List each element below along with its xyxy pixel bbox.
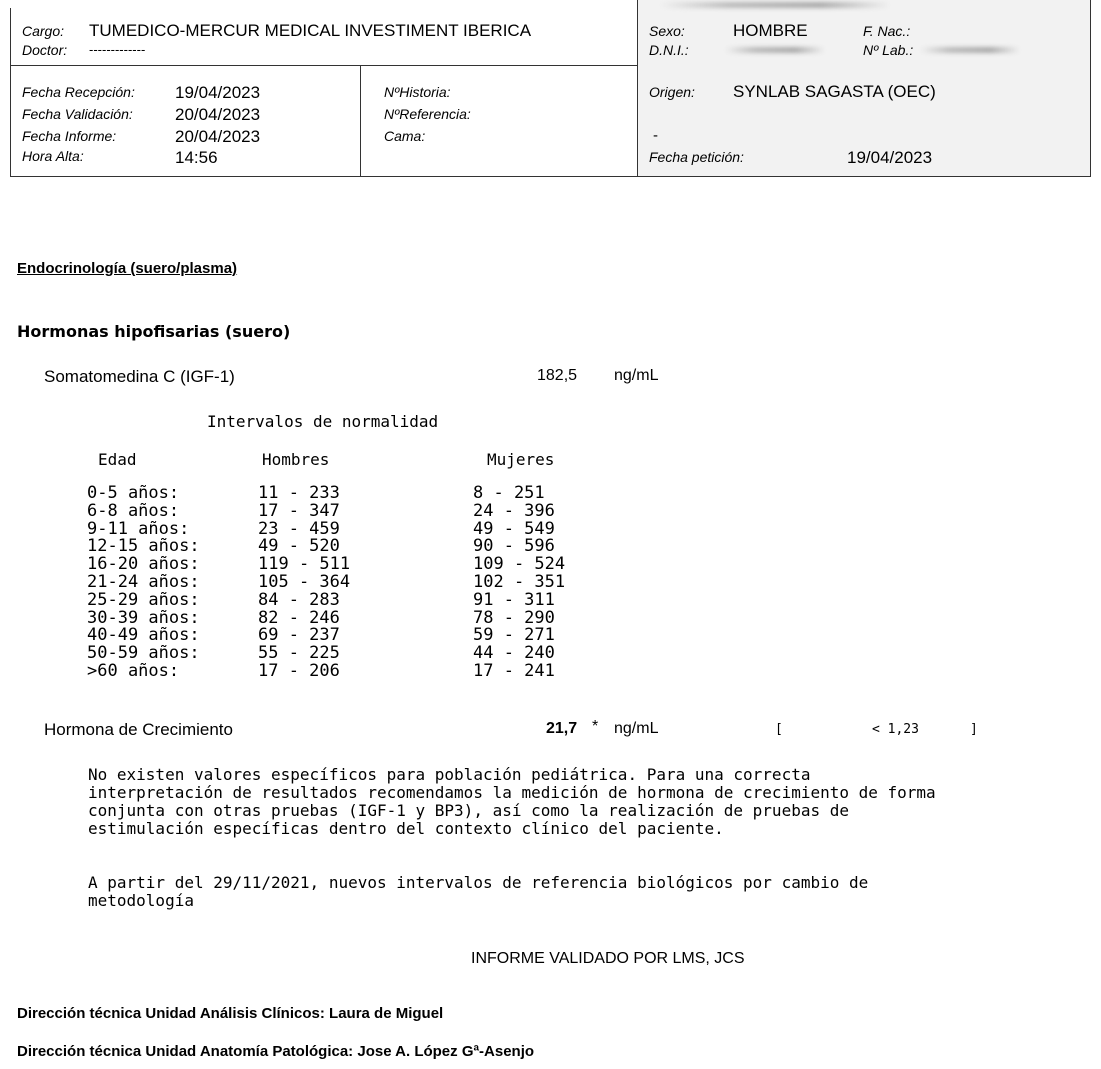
range-age-0: 0-5 años: — [87, 483, 180, 503]
range-age-6: 25-29 años: — [87, 590, 200, 610]
hora-alta-label: Hora Alta: — [22, 148, 84, 164]
range-men-2: 23 - 459 — [258, 519, 340, 539]
test-unit-igf1: ng/mL — [614, 367, 659, 384]
range-age-1: 6-8 años: — [87, 501, 180, 521]
range-men-4: 119 - 511 — [258, 554, 351, 574]
range-women-1: 24 - 396 — [473, 501, 555, 521]
ranges-col-women: Mujeres — [487, 450, 555, 469]
cargo-value: TUMEDICO-MERCUR MEDICAL INVESTIMENT IBERICA — [89, 21, 532, 40]
range-age-2: 9-11 años: — [87, 519, 190, 539]
range-men-3: 49 - 520 — [258, 536, 340, 556]
range-age-9: 50-59 años: — [87, 643, 200, 663]
sexo-label: Sexo: — [649, 23, 685, 39]
test-ref-close-gh: ] — [970, 722, 978, 737]
range-women-3: 90 - 596 — [473, 536, 555, 556]
range-age-3: 12-15 años: — [87, 536, 200, 556]
range-men-1: 17 - 347 — [258, 501, 340, 521]
hora-alta-value: 14:56 — [175, 148, 218, 167]
range-women-7: 78 - 290 — [473, 608, 555, 628]
redacted-name — [660, 2, 890, 8]
range-men-6: 84 - 283 — [258, 590, 340, 610]
ranges-col-age: Edad — [98, 450, 137, 469]
range-age-7: 30-39 años: — [87, 608, 200, 628]
range-men-0: 11 - 233 — [258, 483, 340, 503]
test-name-igf1: Somatomedina C (IGF-1) — [44, 367, 235, 386]
direction-lab: Dirección técnica Unidad Análisis Clínicos: Laura de Miguel — [17, 1005, 444, 1022]
fecha-peticion-label: Fecha petición: — [649, 149, 744, 165]
test-ref-value-gh: < 1,23 — [872, 722, 919, 737]
range-men-8: 69 - 237 — [258, 625, 340, 645]
fecha-recepcion-label: Fecha Recepción: — [22, 84, 135, 100]
fnac-label: F. Nac.: — [863, 23, 911, 39]
fecha-informe-label: Fecha Informe: — [22, 128, 117, 144]
redacted-dni — [725, 47, 825, 53]
fecha-recepcion-value: 19/04/2023 — [175, 83, 261, 102]
sexo-value: HOMBRE — [733, 21, 808, 40]
test-unit-gh: ng/mL — [614, 720, 659, 737]
fecha-validacion-value: 20/04/2023 — [175, 105, 261, 124]
doctor-label: Doctor: — [22, 42, 68, 58]
range-age-8: 40-49 años: — [87, 625, 200, 645]
ranges-col-men: Hombres — [262, 450, 330, 469]
dash-value: - — [653, 127, 658, 144]
range-age-10: >60 años: — [87, 661, 180, 681]
direction-path: Dirección técnica Unidad Anatomía Patológica: Jose A. López Gª-Asenjo — [17, 1043, 535, 1060]
range-age-5: 21-24 años: — [87, 572, 200, 592]
origen-value: SYNLAB SAGASTA (OEC) — [733, 82, 936, 101]
note-methodology: A partir del 29/11/2021, nuevos intervalos de referencia biológicos por cambio de metodología — [88, 873, 869, 910]
range-women-0: 8 - 251 — [473, 483, 545, 503]
origen-label: Origen: — [649, 84, 695, 100]
range-women-6: 91 - 311 — [473, 590, 555, 610]
cargo-label: Cargo: — [22, 23, 65, 39]
test-value-gh: 21,7 — [546, 720, 578, 737]
section-subtitle: Hormonas hipofisarias (suero) — [17, 322, 291, 341]
range-women-5: 102 - 351 — [473, 572, 566, 592]
doctor-value: ------------- — [89, 42, 146, 57]
range-men-10: 17 - 206 — [258, 661, 340, 681]
range-women-8: 59 - 271 — [473, 625, 555, 645]
test-flag-gh: * — [592, 718, 599, 735]
range-men-7: 82 - 246 — [258, 608, 340, 628]
referencia-label: NºReferencia: — [384, 106, 471, 122]
fecha-informe-value: 20/04/2023 — [175, 127, 261, 146]
ranges-title: Intervalos de normalidad — [207, 412, 439, 431]
validated-text: INFORME VALIDADO POR LMS, JCS — [471, 950, 745, 967]
cama-label: Cama: — [384, 128, 426, 144]
nlab-label: Nº Lab.: — [863, 42, 914, 58]
range-age-4: 16-20 años: — [87, 554, 200, 574]
range-women-2: 49 - 549 — [473, 519, 555, 539]
section-title: Endocrinología (suero/plasma) — [17, 260, 238, 277]
fecha-peticion-value: 19/04/2023 — [847, 148, 933, 167]
range-men-9: 55 - 225 — [258, 643, 340, 663]
range-men-5: 105 - 364 — [258, 572, 351, 592]
test-ref-open-gh: [ — [775, 722, 783, 737]
range-women-4: 109 - 524 — [473, 554, 566, 574]
test-value-igf1: 182,5 — [537, 367, 578, 384]
fecha-validacion-label: Fecha Validación: — [22, 106, 133, 122]
range-women-10: 17 - 241 — [473, 661, 555, 681]
test-name-gh: Hormona de Crecimiento — [44, 720, 233, 739]
historia-label: NºHistoria: — [384, 84, 451, 100]
dni-label: D.N.I.: — [649, 42, 689, 58]
note-pediatric: No existen valores específicos para población pediátrica. Para una correcta interpretación de resultados recomendamos la medición de hormona de crecimiento de forma conjunta con otras pruebas (IGF-1 y BP3), así como la realización de pruebas de estimulación específicas dentro del contexto clínico del paciente. — [88, 765, 936, 838]
range-women-9: 44 - 240 — [473, 643, 555, 663]
redacted-nlab — [920, 47, 1020, 53]
